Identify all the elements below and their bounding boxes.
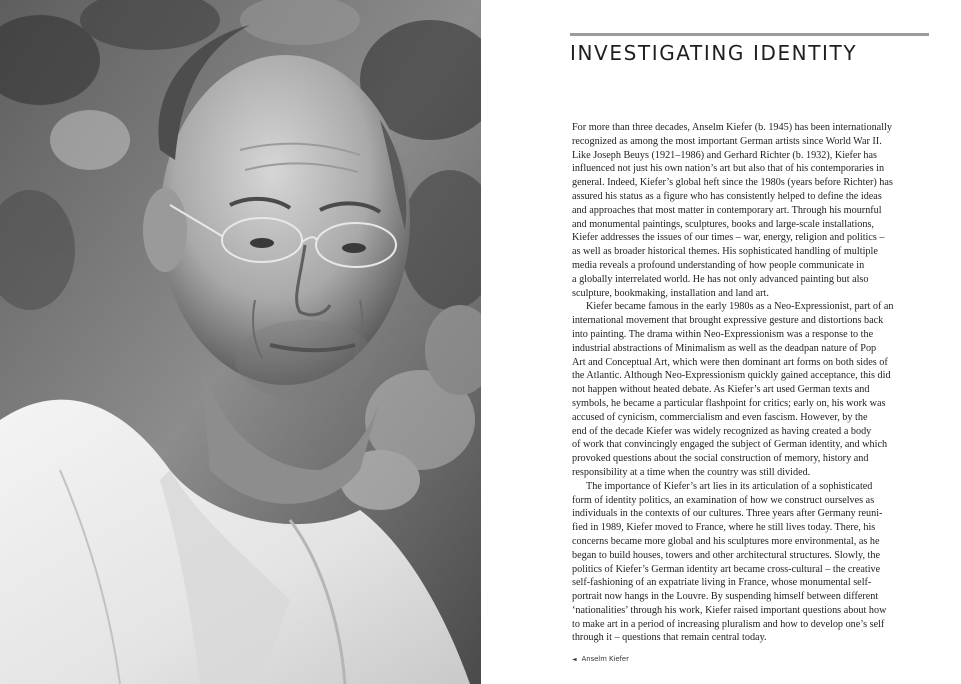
text-page bbox=[481, 0, 961, 684]
text-line: into painting. The drama within Neo-Expressionism was a response to the bbox=[572, 328, 874, 340]
text-line: not happen without heated debate. As Kiefer’s art used German texts and bbox=[572, 384, 870, 396]
text-line: media reveals a profound understanding of how people communicate in bbox=[572, 259, 865, 271]
text-line: portrait now hangs in the Louvre. By suspending himself between different bbox=[572, 591, 879, 603]
text-line: Kiefer addresses the issues of our times – war, energy, religion and politics – bbox=[572, 232, 885, 244]
text-line: form of identity politics, an examination of how we construct ourselves as bbox=[572, 494, 875, 506]
text-line: responsibility at a time when the country was still divided. bbox=[572, 466, 811, 478]
text-line: and approaches that most matter in contemporary art. Through his mournful bbox=[572, 204, 882, 216]
page-title: INVESTIGATING IDENTITY bbox=[570, 41, 858, 65]
text-line: of work that convincingly engaged the subject of German identity, and which bbox=[572, 439, 888, 451]
text-line: began to build houses, towers and other architectural structures. Slowly, the bbox=[572, 549, 880, 561]
caption-arrow-icon: ◄ bbox=[572, 656, 577, 663]
text-line: Art and Conceptual Art, which were then dominant art forms on both sides of bbox=[572, 356, 888, 368]
caption-text: Anselm Kiefer bbox=[581, 655, 629, 663]
text-line: to make art in a period of increasing pluralism and how to develop one’s self bbox=[572, 618, 885, 630]
paragraph bbox=[572, 300, 929, 479]
paragraph bbox=[572, 121, 929, 300]
text-line: international movement that brought expressive gesture and distortions back bbox=[572, 315, 884, 327]
text-line: Like Joseph Beuys (1921–1986) and Gerhard Richter (b. 1932), Kiefer has bbox=[572, 149, 877, 161]
title-rule bbox=[570, 33, 929, 36]
text-line: and monumental paintings, sculptures, books and large-scale installations, bbox=[572, 218, 874, 230]
text-line: Kiefer became famous in the early 1980s as a Neo-Expressionist, part of an bbox=[586, 301, 894, 313]
text-line: sculpture, bookmaking, installation and land art. bbox=[572, 287, 769, 299]
photo-caption bbox=[572, 655, 629, 663]
text-line: as well as broader historical themes. His sophisticated handling of multiple bbox=[572, 246, 878, 258]
text-line: influenced not just his own nation’s art but also that of his contemporaries in bbox=[572, 163, 885, 175]
text-line: fied in 1989, Kiefer moved to France, where he still lives today. There, his bbox=[572, 522, 876, 534]
text-line: ‘nationalities’ through his work, Kiefer raised important questions about how bbox=[572, 604, 887, 616]
text-line: For more than three decades, Anselm Kiefer (b. 1945) has been internationally bbox=[572, 122, 892, 133]
text-line: recognized as among the most important German artists since World War II. bbox=[572, 135, 882, 147]
text-line: symbols, he became a particular flashpoint for critics; early on, his work was bbox=[572, 397, 886, 409]
text-line: assured his status as a figure who has consistently helped to define the ideas bbox=[572, 190, 882, 202]
text-line: individuals in the contexts of our cultures. Three years after Germany reuni- bbox=[572, 508, 883, 520]
text-line: industrial abstractions of Minimalism as well as the deadpan nature of Pop bbox=[572, 342, 877, 354]
text-line: a globally interrelated world. He has not only advanced painting but also bbox=[572, 273, 869, 285]
text-line: self-fashioning of an expatriate living in France, whose monumental self- bbox=[572, 577, 872, 589]
text-line: the Atlantic. Although Neo-Expressionism quickly gained acceptance, this did bbox=[572, 370, 891, 382]
text-line: concerns became more global and his sculptures more environmental, as he bbox=[572, 535, 880, 547]
text-line: accused of cynicism, commercialism and even fascism. However, by the bbox=[572, 411, 868, 423]
text-line: general. Indeed, Kiefer’s global heft since the 1980s (years before Richter) has bbox=[572, 177, 893, 189]
text-line: politics of Kiefer’s German identity art became cross-cultural – the creative bbox=[572, 563, 881, 575]
text-line: The importance of Kiefer’s art lies in its articulation of a sophisticated bbox=[586, 480, 873, 492]
paragraph bbox=[572, 480, 929, 646]
body-text bbox=[572, 121, 929, 645]
text-line: provoked questions about the social construction of memory, history and bbox=[572, 453, 869, 465]
text-line: through it – questions that remain central today. bbox=[572, 632, 767, 644]
text-line: end of the decade Kiefer was widely recognized as having created a body bbox=[572, 425, 872, 437]
